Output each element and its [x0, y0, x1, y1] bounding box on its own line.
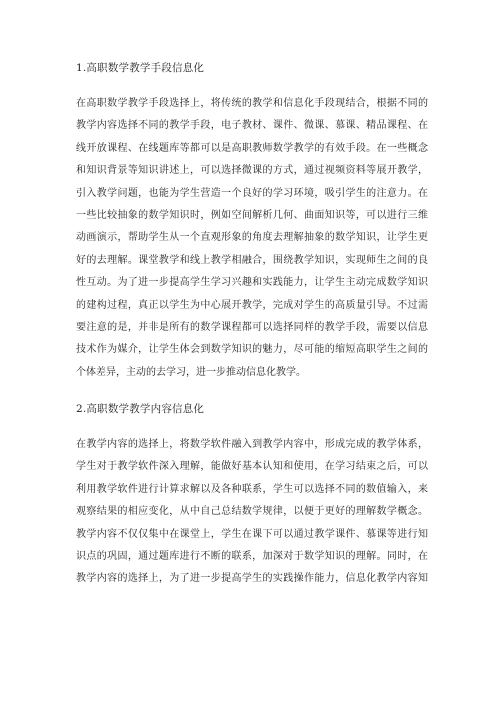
section-heading-2: 2.高职数学教学内容信息化: [76, 403, 205, 416]
text-line: 动画演示，帮助学生从一个直观形象的角度去理解抽象的数学知识，让学生更: [76, 232, 428, 244]
text-line: 引入教学问题，也能为学生营造一个良好的学习环境，吸引学生的注意力。在: [76, 187, 428, 199]
text-line: 一些比较抽象的数学知识时，例如空间解析几何、曲面知识等，可以进行三维: [76, 209, 428, 221]
text-line: 要注意的是，并非是所有的数学课程都可以选择同样的教学手段，需要以信息: [76, 321, 428, 333]
text-line: 教学内容的选择上，为了进一步提高学生的实践操作能力，信息化教学内容知: [76, 573, 428, 585]
text-line: 识点的巩固，通过题库进行不断的联系，加深对于数学知识的理解。同时，在: [76, 551, 428, 563]
text-line: 学生对于教学软件深入理解，能做好基本认知和使用，在学习结束之后，可以: [76, 461, 428, 473]
text-line: 技术作为媒介，让学生体会到数学知识的魅力，尽可能的缩短高职学生之间的: [76, 344, 428, 356]
text-line: 教学内容不仅仅集中在课堂上，学生在课下可以通过教学课件、慕课等进行知: [76, 528, 428, 540]
text-line: 观察结果的相应变化，从中自己总结数学规律，以便于更好的理解数学概念。: [76, 506, 428, 518]
document-body: [76, 57, 428, 605]
text-line: 教学内容选择不同的教学手段，电子教材、课件、微课、慕课、精品课程、在: [76, 120, 428, 132]
text-line: 个体差异，主动的去学习，进一步推动信息化教学。: [76, 366, 306, 378]
text-line: 线开放课程、在线题库等都可以是高职教师数学教学的有效手段。在一些概念: [76, 142, 428, 154]
section-heading-1: 1.高职数学教学手段信息化: [76, 62, 205, 74]
text-line: 在教学内容的选择上，将数学软件融入到教学内容中，形成完成的教学体系，: [76, 439, 428, 451]
text-line: 好的去理解。课堂教学和线上教学相融合，围绕教学知识，实现师生之间的良: [76, 254, 428, 266]
section-paragraph-1: [76, 93, 428, 384]
text-line: 的建构过程，真正以学生为中心展开教学，完成对学生的高质量引导。不过需: [76, 299, 428, 311]
section-paragraph-2: [76, 434, 428, 591]
text-line: 在高职数学教学手段选择上，将传统的教学和信息化手段现结合，根据不同的: [76, 98, 428, 109]
text-line: 利用教学软件进行计算求解以及各种联系，学生可以选择不同的数值输入，来: [76, 483, 428, 495]
text-line: 和知识背景等知识讲述上，可以选择微课的方式，通过视频资料等展开教学，: [76, 165, 428, 177]
text-line: 性互动。为了进一步提高学生学习兴趣和实践能力，让学生主动完成数学知识: [76, 277, 428, 289]
